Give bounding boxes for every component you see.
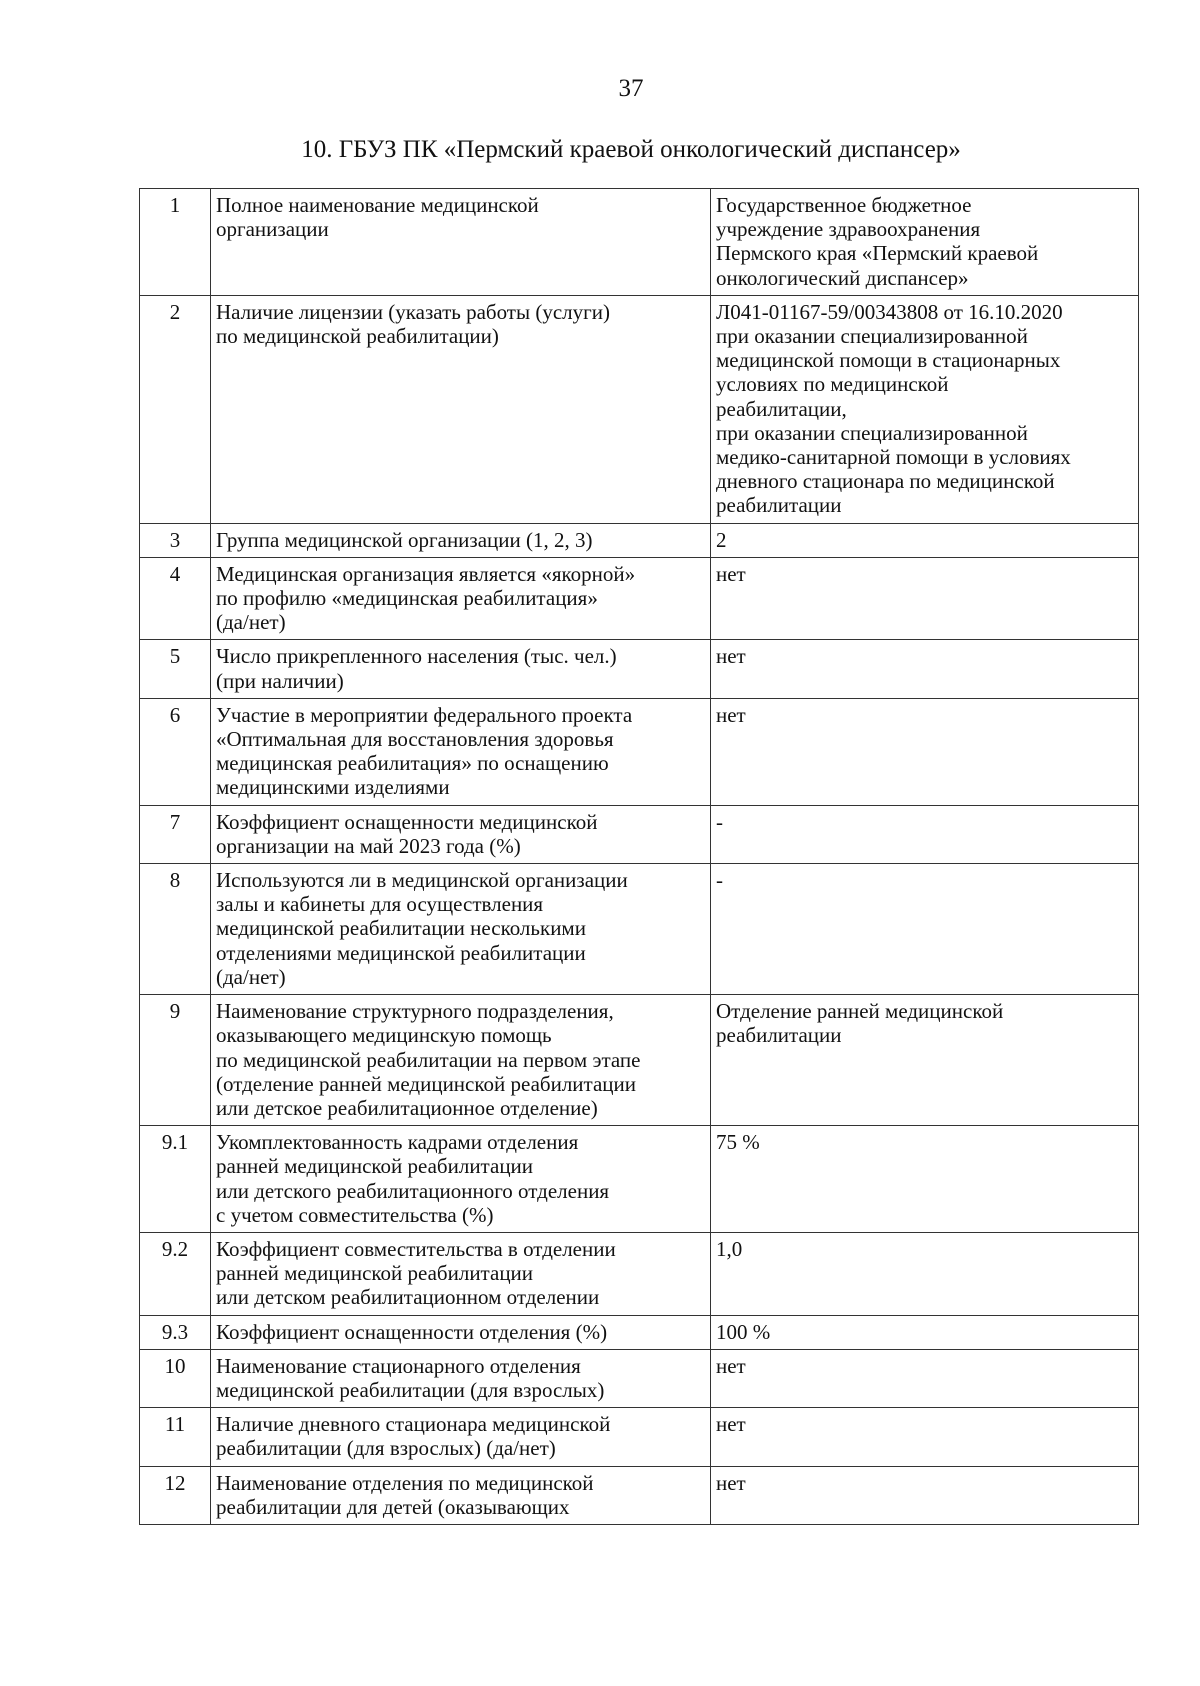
row-number: 12 <box>140 1466 211 1524</box>
parameter-name: Полное наименование медицинской организации <box>211 189 711 296</box>
parameter-value: нет <box>711 557 1139 640</box>
table-row <box>140 698 1139 805</box>
table-row <box>140 1408 1139 1466</box>
table-row <box>140 1232 1139 1315</box>
parameter-value: нет <box>711 1408 1139 1466</box>
parameter-name: Наличие дневного стационара медицинской реабилитации (для взрослых) (да/нет) <box>211 1408 711 1466</box>
parameter-value: Л041-01167-59/00343808 от 16.10.2020 при оказании специализированной медицинской помощи в стационарных условиях по медицинской реабилитации, при оказании специализированной медико-санитарной помощи в условиях дневного стационара по медицинской реабилитации <box>711 295 1139 523</box>
table-row <box>140 640 1139 698</box>
row-number: 6 <box>140 698 211 805</box>
row-number: 8 <box>140 864 211 995</box>
parameter-name: Группа медицинской организации (1, 2, 3) <box>211 523 711 557</box>
row-number: 10 <box>140 1349 211 1407</box>
parameter-name: Укомплектованность кадрами отделения ранней медицинской реабилитации или детского реабилитационного отделения с учетом совместительства (%) <box>211 1126 711 1233</box>
parameter-name: Число прикрепленного населения (тыс. чел.) (при наличии) <box>211 640 711 698</box>
table-row <box>140 189 1139 296</box>
parameter-value: 2 <box>711 523 1139 557</box>
parameter-value: - <box>711 864 1139 995</box>
parameter-value: Государственное бюджетное учреждение здравоохранения Пермского края «Пермский краевой онкологический диспансер» <box>711 189 1139 296</box>
table-row <box>140 295 1139 523</box>
parameter-name: Коэффициент оснащенности отделения (%) <box>211 1315 711 1349</box>
table-row <box>140 805 1139 863</box>
parameter-value: 100 % <box>711 1315 1139 1349</box>
parameter-name: Медицинская организация является «якорной» по профилю «медицинская реабилитация» (да/нет) <box>211 557 711 640</box>
row-number: 9.3 <box>140 1315 211 1349</box>
parameter-name: Наименование стационарного отделения медицинской реабилитации (для взрослых) <box>211 1349 711 1407</box>
document-title: 10. ГБУЗ ПК «Пермский краевой онкологический диспансер» <box>301 136 961 163</box>
row-number: 7 <box>140 805 211 863</box>
row-number: 3 <box>140 523 211 557</box>
parameter-name: Наименование отделения по медицинской реабилитации для детей (оказывающих <box>211 1466 711 1524</box>
row-number: 9 <box>140 995 211 1126</box>
parameter-value: 75 % <box>711 1126 1139 1233</box>
table-row <box>140 523 1139 557</box>
parameter-value: 1,0 <box>711 1232 1139 1315</box>
table-row <box>140 1315 1139 1349</box>
parameter-value: Отделение ранней медицинской реабилитации <box>711 995 1139 1126</box>
page-number: 37 <box>618 75 644 102</box>
parameter-name: Коэффициент оснащенности медицинской организации на май 2023 года (%) <box>211 805 711 863</box>
parameter-name: Используются ли в медицинской организации залы и кабинеты для осуществления медицинской реабилитации несколькими отделениями медицинской реабилитации (да/нет) <box>211 864 711 995</box>
parameter-value: нет <box>711 698 1139 805</box>
parameter-name: Коэффициент совместительства в отделении ранней медицинской реабилитации или детском реабилитационном отделении <box>211 1232 711 1315</box>
row-number: 1 <box>140 189 211 296</box>
row-number: 11 <box>140 1408 211 1466</box>
table-row <box>140 1466 1139 1524</box>
table-row <box>140 1349 1139 1407</box>
row-number: 9.2 <box>140 1232 211 1315</box>
row-number: 2 <box>140 295 211 523</box>
parameter-value: нет <box>711 1349 1139 1407</box>
parameter-value: нет <box>711 640 1139 698</box>
parameter-name: Наименование структурного подразделения, оказывающего медицинскую помощь по медицинской реабилитации на первом этапе (отделение ранней медицинской реабилитации или детское реабилитационное отделение) <box>211 995 711 1126</box>
table-row <box>140 1126 1139 1233</box>
row-number: 4 <box>140 557 211 640</box>
table-row <box>140 864 1139 995</box>
parameter-name: Наличие лицензии (указать работы (услуги) по медицинской реабилитации) <box>211 295 711 523</box>
table-row <box>140 995 1139 1126</box>
table-row <box>140 557 1139 640</box>
parameter-value: - <box>711 805 1139 863</box>
organization-info-table <box>139 188 1139 1525</box>
parameter-value: нет <box>711 1466 1139 1524</box>
row-number: 9.1 <box>140 1126 211 1233</box>
row-number: 5 <box>140 640 211 698</box>
parameter-name: Участие в мероприятии федерального проекта «Оптимальная для восстановления здоровья медицинская реабилитация» по оснащению медицинскими изделиями <box>211 698 711 805</box>
